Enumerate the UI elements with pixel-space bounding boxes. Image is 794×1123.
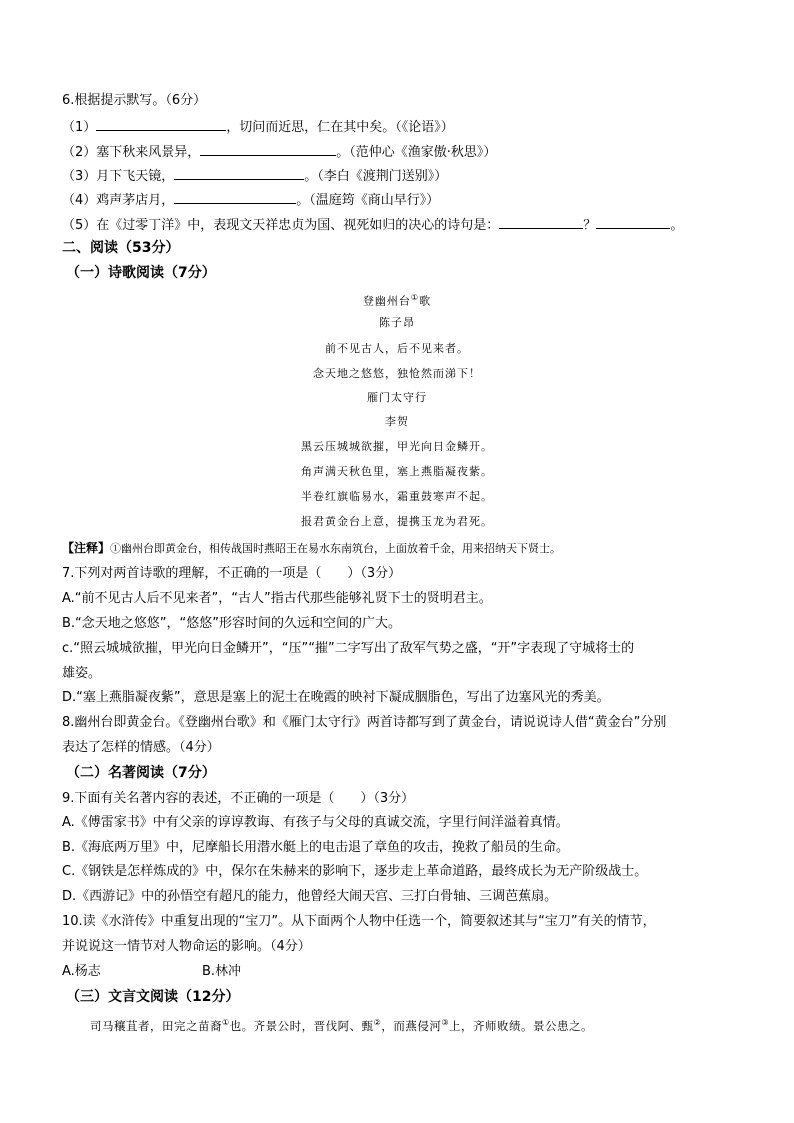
poem1-line: 前不见古人，后不见来者。 <box>325 342 469 355</box>
q6-item-2-after: 。（范仲心《渔家傲·秋思》） <box>336 145 497 160</box>
q6-item-3 <box>62 166 447 185</box>
q6-item-4-num: （4） <box>62 193 97 208</box>
q6-item-3-before: 月下飞天镜， <box>96 169 175 184</box>
poem1-line: 念天地之悠悠，独怆然而涕下！ <box>313 367 481 380</box>
q6-item-2 <box>62 142 496 161</box>
poem2-author: 李贺 <box>385 415 409 428</box>
classical-prose: 司马穰苴者，田完之苗裔①也。齐景公时，晋伐阿、甄②，而燕侵河③上，齐师败绩。景公患之。 <box>90 1018 594 1033</box>
q6-title: 6.根据提示默写。（6分） <box>62 93 207 108</box>
part-heading-poetry: （一）诗歌阅读（7分） <box>66 265 216 281</box>
part-heading-classical: （三）文言文阅读（12分） <box>66 989 240 1005</box>
q9-option: B.《海底两万里》中，尼摩船长用潜水艇上的电击退了章鱼的攻击，挽救了船员的生命。 <box>62 840 570 855</box>
q7-option: B.“念天地之悠悠”，“悠悠”形容时间的久远和空间的广大。 <box>62 616 401 631</box>
q6-item-4 <box>62 190 439 209</box>
q7-option: c.“照云城城欲摧，甲光向日金鳞开”，“压”“摧”二字写出了敌军气势之盛，“开”字表现了守城将士的 <box>62 641 635 656</box>
poem1-title: 登幽州台①歌 <box>362 293 432 308</box>
q10-line: 10.读《水浒传》中重复出现的“宝刀”。从下面两个人物中任选一个，简要叙述其与“宝刀”有关的情节， <box>62 914 656 929</box>
q6-item-5-num: （5） <box>62 218 97 233</box>
q6-item-5-before: 在《过零丁洋》中，表现文天祥忠贞为国、视死如归的决心的诗句是： <box>96 218 500 233</box>
answer-blank[interactable] <box>596 215 670 229</box>
part-heading-classics: （二）名著阅读（7分） <box>66 765 216 781</box>
section-heading: 二、阅读（53分） <box>62 240 180 256</box>
q6-item-1-num: （1） <box>62 120 97 135</box>
q7-stem: 7.下列对两首诗歌的理解，不正确的一项是（ ）（3分） <box>62 566 402 581</box>
q10-option-a: A.杨志 <box>62 964 101 979</box>
poem2-line: 报君黄金台上意，提携玉龙为君死。 <box>301 515 493 528</box>
q6-item-2-num: （2） <box>62 145 97 160</box>
q9-option: D.《西游记》中的孙悟空有超凡的能力，他曾经大闹天宫、三打白骨轴、三调芭蕉扇。 <box>62 889 558 904</box>
q9-stem: 9.下面有关名著内容的表述，不正确的一项是（ ）（3分） <box>62 791 415 806</box>
q6-item-4-before: 鸡声茅店月， <box>96 193 175 208</box>
q6-item-3-after: 。（李白《渡荆门送别》） <box>304 169 448 184</box>
annotation-label: 【注释】 <box>62 541 111 555</box>
q6-item-2-before: 塞下秋来风景异， <box>96 145 201 160</box>
q6-item-1 <box>62 117 454 136</box>
q6-item-1-after: ，切问而近思，仁在其中矣。（《论语》） <box>226 120 454 135</box>
q6-item-5 <box>62 215 683 234</box>
annotation <box>62 540 561 557</box>
poem1-author: 陈子昂 <box>379 316 415 329</box>
q6-item-4-after: 。（温庭筠《商山早行》） <box>296 193 440 208</box>
q6-item-5-after: 。 <box>670 218 684 233</box>
q9-option: C.《钢铁是怎样炼成的》中，保尔在朱赫来的影响下，逐步走上革命道路，最终成长为无产阶级战士。 <box>62 864 648 879</box>
q8-line: 表达了怎样的情感。（4分） <box>62 740 220 755</box>
poem2-title: 雁门太守行 <box>367 391 427 404</box>
answer-blank[interactable] <box>96 117 226 131</box>
annotation-text: ①幽州台即黄金台，相传战国时燕昭王在易水东南筑台，上面放着千金，用来招纳天下贤士。 <box>110 542 562 555</box>
q7-option: A.“前不见古人后不见来者”，“古人”指古代那些能够礼贤下士的贤明君主。 <box>62 591 492 606</box>
q10-option-b: B.林冲 <box>202 964 242 979</box>
q9-option: A.《傅雷家书》中有父亲的谆谆教诲、有孩子与父母的真诚交流，字里行间洋溢着真情。 <box>62 815 569 830</box>
poem2-line: 黑云压城城欲摧，甲光向日金鳞开。 <box>301 440 493 453</box>
poem2-line: 角声满天秋色里，塞上燕脂凝夜紫。 <box>301 465 493 478</box>
answer-blank[interactable] <box>499 215 583 229</box>
q6-item-3-num: （3） <box>62 169 97 184</box>
q10-line: 并说说这一情节对人物命运的影响。（4分） <box>62 939 311 954</box>
answer-blank[interactable] <box>200 142 336 156</box>
poem2-line: 半卷红旗临易水，霜重鼓寒声不起。 <box>301 490 493 503</box>
q7-option-cont: 雄姿。 <box>62 666 102 681</box>
answer-blank[interactable] <box>174 166 304 180</box>
answer-blank[interactable] <box>174 190 296 204</box>
q7-option: D.“塞上燕脂凝夜紫”，意思是塞上的泥土在晚霞的映衬下凝成胭脂色，写出了边塞风光的秀美。 <box>62 690 610 705</box>
q6-item-5-mid: ？ <box>583 218 597 233</box>
q8-line: 8.幽州台即黄金台。《登幽州台歌》和《雁门太守行》两首诗都写到了黄金台，请说说诗人借“黄金台”分别 <box>62 715 667 730</box>
